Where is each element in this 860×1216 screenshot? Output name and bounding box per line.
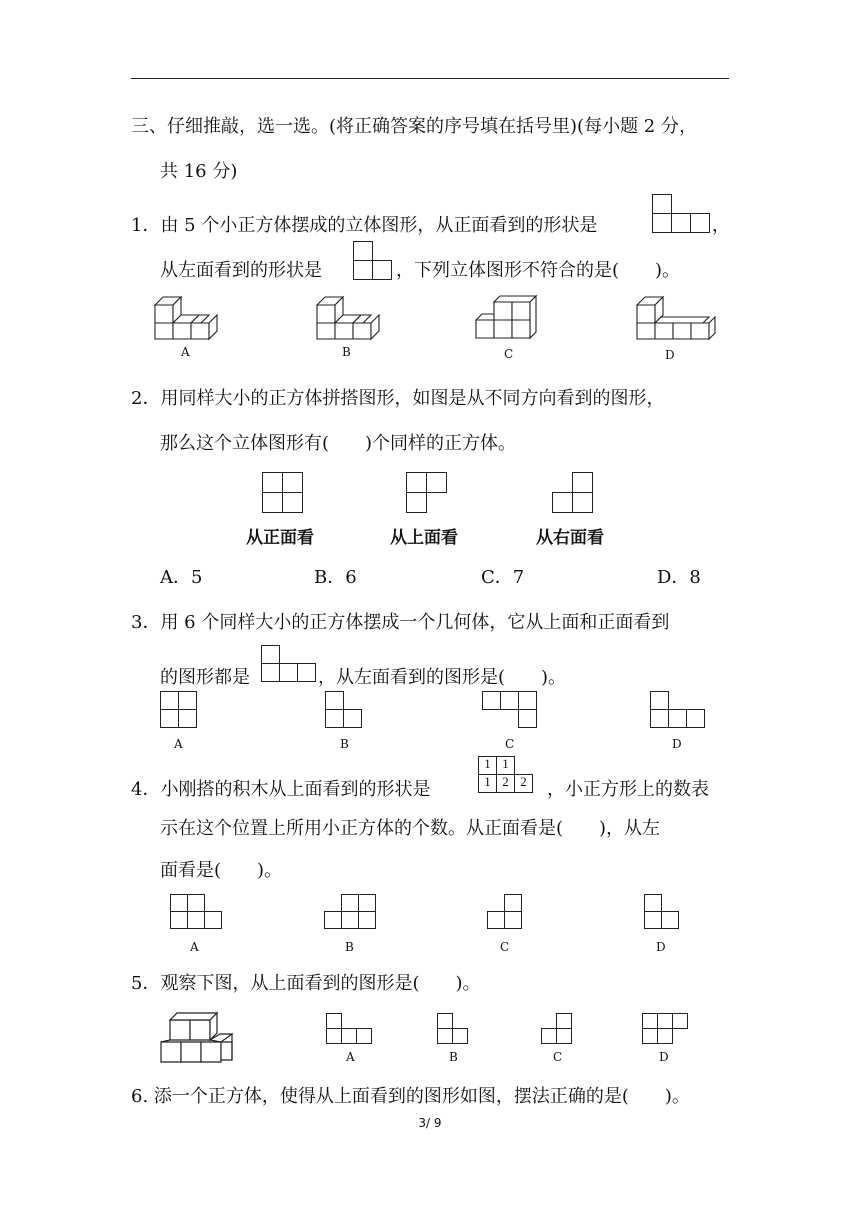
q1-text-2b: ，下列立体图形不符合的是( )。 bbox=[396, 260, 681, 281]
q2-caption-front: 从正面看 bbox=[246, 528, 314, 548]
q3-text-2b: ，从左面看到的图形是( )。 bbox=[318, 667, 567, 688]
q1-option-b-label: B bbox=[342, 345, 351, 359]
q2-option-a: A．5 bbox=[160, 567, 203, 588]
q1-option-d-label: D bbox=[665, 348, 675, 362]
q6-text-1: 6. 添一个正方体，使得从上面看到的图形如图，摆法正确的是( )。 bbox=[131, 1086, 690, 1107]
q1-option-c-label: C bbox=[504, 347, 514, 361]
q2-option-c: C．7 bbox=[481, 567, 525, 588]
q1-option-d-figure bbox=[632, 290, 712, 340]
q2-option-b: B．6 bbox=[314, 567, 357, 588]
q1-option-a-figure bbox=[150, 290, 220, 340]
q5-option-d-label: D bbox=[659, 1050, 669, 1064]
q4-option-d-label: D bbox=[656, 940, 666, 954]
q4-grid-cell: 2 bbox=[496, 774, 515, 793]
q3-option-b-label: B bbox=[340, 737, 349, 751]
q2-text-1: 2．用同样大小的正方体拼搭图形，如图是从不同方向看到的图形， bbox=[131, 388, 665, 409]
q1-option-a-label: A bbox=[181, 345, 190, 359]
q4-option-b-label: B bbox=[345, 940, 354, 954]
q3-text-2a: 的图形都是 bbox=[160, 667, 250, 688]
header-rule bbox=[131, 78, 729, 79]
q4-text-1b: ，小正方形上的数表 bbox=[547, 779, 709, 800]
page-number: 3/ 9 bbox=[418, 1116, 442, 1130]
q4-option-c-label: C bbox=[500, 940, 510, 954]
section-title: 三、仔细推敲，选一选。(将正确答案的序号填在括号里)(每小题 2 分， bbox=[131, 116, 697, 137]
q1-text-2a: 从左面看到的形状是 bbox=[160, 260, 322, 281]
q5-option-c-label: C bbox=[553, 1050, 563, 1064]
q5-text-1: 5．观察下图，从上面看到的图形是( )。 bbox=[131, 973, 481, 994]
q4-grid-cell: 1 bbox=[478, 774, 497, 793]
q2-caption-top: 从上面看 bbox=[390, 528, 458, 548]
q2-caption-right: 从右面看 bbox=[536, 528, 604, 548]
q2-text-2: 那么这个立体图形有( )个同样的正方体。 bbox=[160, 433, 517, 454]
section-title-cont: 共 16 分) bbox=[160, 161, 238, 182]
q5-option-a-label: A bbox=[346, 1050, 355, 1064]
q4-grid-cell: 2 bbox=[514, 774, 533, 793]
q1-text-1b: ， bbox=[712, 215, 730, 236]
q1-option-c-figure bbox=[473, 288, 543, 338]
q3-option-a-label: A bbox=[174, 737, 183, 751]
q3-text-1: 3．用 6 个同样大小的正方体摆成一个几何体，它从上面和正面看到 bbox=[131, 612, 670, 633]
q3-option-c-label: C bbox=[505, 737, 515, 751]
q4-grid-cell: 1 bbox=[496, 756, 515, 775]
q2-option-d: D．8 bbox=[657, 567, 701, 588]
q1-text-1: 1．由 5 个小正方体摆成的立体图形，从正面看到的形状是 bbox=[131, 215, 598, 236]
q4-option-a-label: A bbox=[190, 940, 199, 954]
q1-option-b-figure bbox=[312, 290, 382, 340]
q4-grid-cell: 1 bbox=[478, 756, 497, 775]
q4-text-1a: 4．小刚搭的积木从上面看到的形状是 bbox=[131, 779, 431, 800]
q3-option-d-label: D bbox=[672, 737, 682, 751]
q5-option-b-label: B bbox=[449, 1050, 458, 1064]
q4-text-3: 面看是( )。 bbox=[160, 860, 283, 881]
q4-text-2: 示在这个位置上所用小正方体的个数。从正面看是( )，从左 bbox=[160, 818, 661, 839]
q5-solid-figure bbox=[158, 1008, 238, 1068]
